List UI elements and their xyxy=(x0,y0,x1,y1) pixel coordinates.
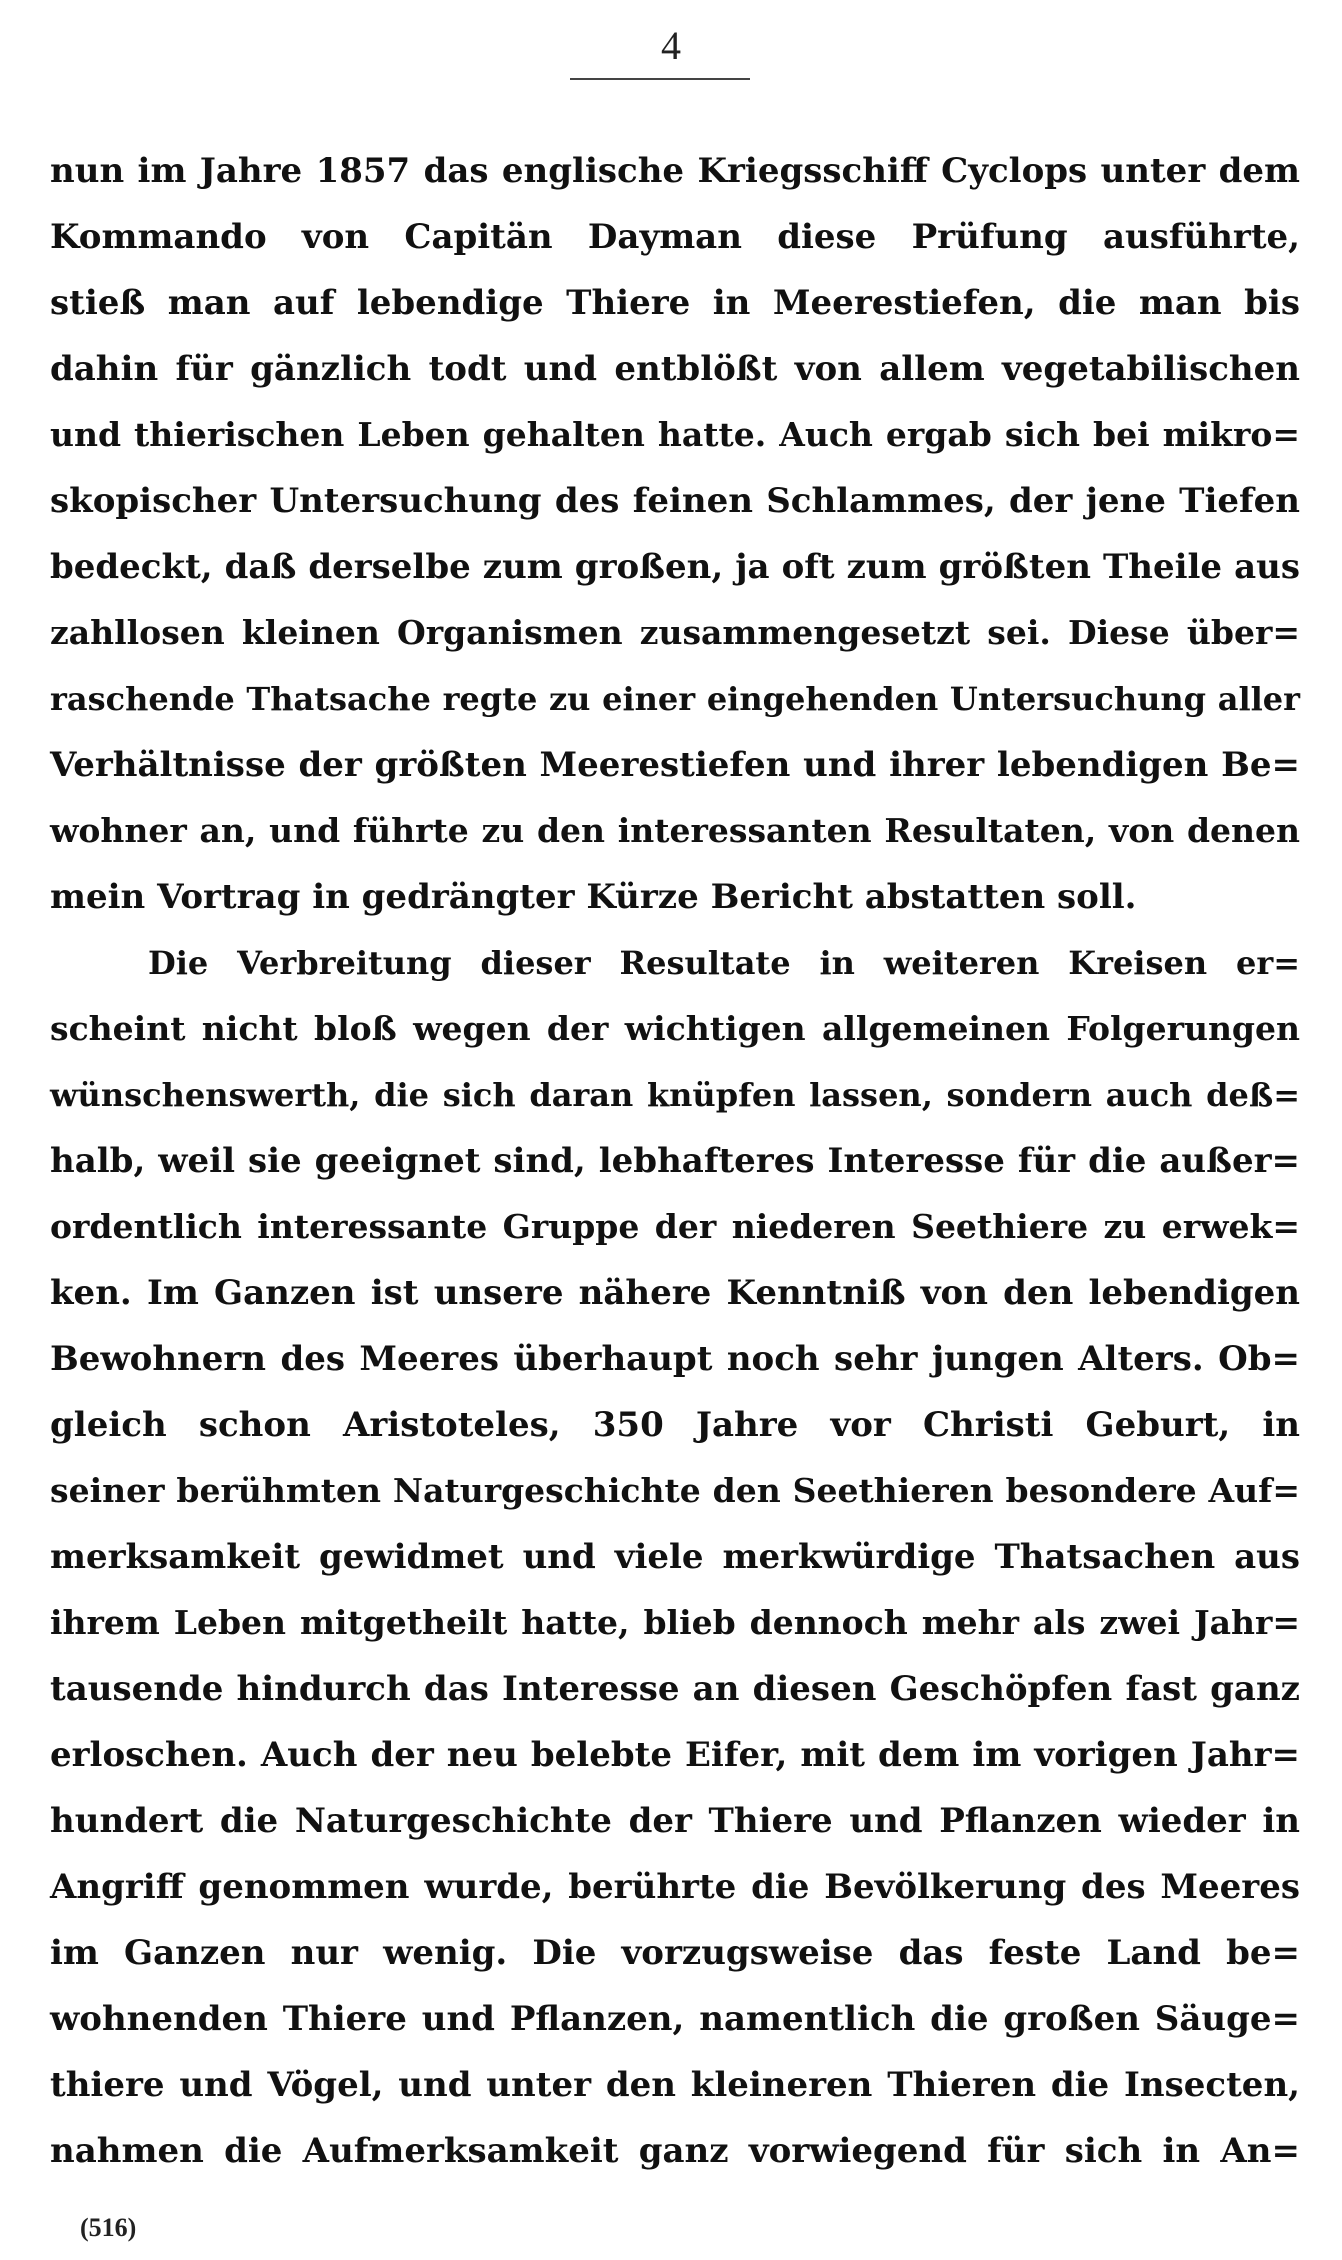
text-line: ordentlich interessante Gruppe der niederen Seethiere zu erwek= xyxy=(50,1207,1300,1246)
text-line: wünschenswerth, die sich daran knüpfen lassen, sondern auch deß= xyxy=(50,1076,1300,1114)
text-line: im Ganzen nur wenig. Die vorzugsweise das feste Land be= xyxy=(50,1933,1300,1973)
text-line: Kommando von Capitän Dayman diese Prüfung ausführte, xyxy=(50,217,1300,257)
text-line: gleich schon Aristoteles, 350 Jahre vor Christi Geburt, in xyxy=(50,1405,1300,1445)
text-line: wohnenden Thiere und Pflanzen, namentlich die großen Säuge= xyxy=(50,1999,1300,2039)
text-line: stieß man auf lebendige Thiere in Meerestiefen, die man bis xyxy=(50,283,1300,323)
header-rule xyxy=(570,78,750,80)
text-line: scheint nicht bloß wegen der wichtigen allgemeinen Folgerungen xyxy=(50,1009,1300,1048)
text-line: merksamkeit gewidmet und viele merkwürdige Thatsachen aus xyxy=(50,1537,1300,1577)
text-line: halb, weil sie geeignet sind, lebhafteres Interesse für die außer= xyxy=(50,1141,1300,1181)
body-text xyxy=(50,138,1300,2184)
text-line: raschende Thatsache regte zu einer eingehenden Untersuchung aller xyxy=(50,680,1300,718)
text-line: Angriff genommen wurde, berührte die Bevölkerung des Meeres xyxy=(50,1867,1300,1907)
text-line: tausende hindurch das Interesse an diesen Geschöpfen fast ganz xyxy=(50,1669,1300,1709)
text-line: Bewohnern des Meeres überhaupt noch sehr jungen Alters. Ob= xyxy=(50,1339,1300,1379)
text-line: skopischer Untersuchung des feinen Schlammes, der jene Tiefen xyxy=(50,481,1300,521)
signature-mark: (516) xyxy=(80,2213,137,2242)
text-line: nahmen die Aufmerksamkeit ganz vorwiegend für sich in An= xyxy=(50,2131,1300,2171)
text-line: wohner an, und führte zu den interessanten Resultaten, von denen xyxy=(50,811,1300,850)
text-line: bedeckt, daß derselbe zum großen, ja oft zum größten Theile aus xyxy=(50,547,1300,587)
text-line: nun im Jahre 1857 das englische Kriegsschiff Cyclops unter dem xyxy=(50,151,1300,191)
page-number: 4 xyxy=(661,23,681,68)
text-line: ken. Im Ganzen ist unsere nähere Kenntniß von den lebendigen xyxy=(50,1273,1300,1313)
text-line: hundert die Naturgeschichte der Thiere und Pflanzen wieder in xyxy=(50,1801,1300,1841)
text-line: Verhältnisse der größten Meerestiefen und ihrer lebendigen Be= xyxy=(50,745,1300,785)
text-line: zahllosen kleinen Organismen zusammengesetzt sei. Diese über= xyxy=(50,613,1300,652)
text-line: seiner berühmten Naturgeschichte den Seethieren besondere Auf= xyxy=(50,1471,1300,1510)
text-line: Die Verbreitung dieser Resultate in weiteren Kreisen er= xyxy=(148,944,1300,982)
text-line: thiere und Vögel, und unter den kleineren Thieren die Insecten, xyxy=(50,2065,1300,2105)
text-line: erloschen. Auch der neu belebte Eifer, mit dem im vorigen Jahr= xyxy=(50,1735,1300,1775)
text-line: und thierischen Leben gehalten hatte. Auch ergab sich bei mikro= xyxy=(50,415,1300,454)
text-line: dahin für gänzlich todt und entblößt von allem vegetabilischen xyxy=(50,349,1300,389)
text-line: ihrem Leben mitgetheilt hatte, blieb dennoch mehr als zwei Jahr= xyxy=(50,1603,1300,1642)
text-line: mein Vortrag in gedrängter Kürze Bericht abstatten soll. xyxy=(50,877,1137,917)
